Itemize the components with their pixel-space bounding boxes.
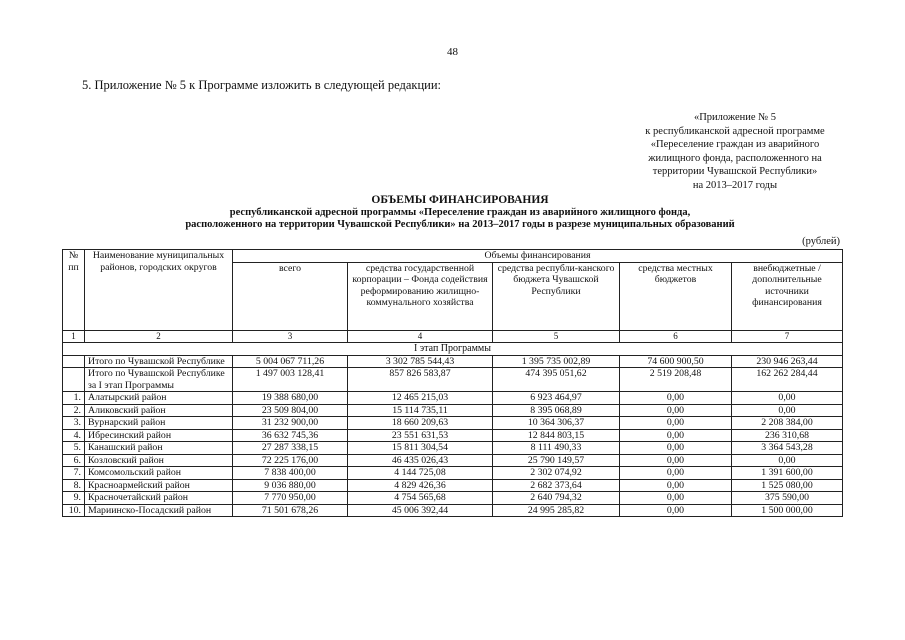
row-value: 0,00	[620, 417, 732, 430]
header-col-fund: средства государственной корпорации – Фонда содействия реформированию жилищно-коммунального хозяйства	[348, 262, 493, 330]
total-row	[63, 368, 843, 392]
row-value: 25 790 149,57	[493, 454, 620, 467]
row-value: 7 770 950,00	[233, 492, 348, 505]
row-value: 0,00	[620, 454, 732, 467]
total-value: 230 946 263,44	[732, 355, 843, 368]
col-number: 5	[493, 330, 620, 343]
district-name: Алатырский район	[85, 392, 233, 405]
total-value: 162 262 284,44	[732, 368, 843, 392]
row-value: 12 844 803,15	[493, 429, 620, 442]
appendix-line: жилищного фонда, расположенного на	[648, 152, 822, 164]
row-value: 8 111 490,33	[493, 442, 620, 455]
table-row	[63, 479, 843, 492]
row-value: 15 114 735,11	[348, 404, 493, 417]
total-num-cell	[63, 355, 85, 368]
table-row	[63, 417, 843, 430]
row-value: 0,00	[620, 492, 732, 505]
row-value: 2 208 384,00	[732, 417, 843, 430]
table-row	[63, 442, 843, 455]
row-value: 375 590,00	[732, 492, 843, 505]
row-number: 10.	[63, 504, 85, 517]
district-name: Красночетайский район	[85, 492, 233, 505]
row-value: 71 501 678,26	[233, 504, 348, 517]
row-value: 0,00	[732, 392, 843, 405]
row-number: 3.	[63, 417, 85, 430]
header-name: Наименование муниципальных районов, городских округов	[85, 250, 233, 331]
page-number: 48	[447, 46, 458, 58]
row-number: 4.	[63, 429, 85, 442]
table-row	[63, 404, 843, 417]
row-value: 236 310,68	[732, 429, 843, 442]
district-name: Канашский район	[85, 442, 233, 455]
appendix-line: «Приложение № 5	[693, 112, 777, 123]
district-name: Вурнарский район	[85, 417, 233, 430]
row-value: 0,00	[620, 404, 732, 417]
district-name: Козловский район	[85, 454, 233, 467]
row-value: 2 302 074,92	[493, 467, 620, 480]
row-number: 7.	[63, 467, 85, 480]
row-value: 2 640 794,32	[493, 492, 620, 505]
stage-label: I этап Программы	[63, 343, 843, 356]
intro-text: 5. Приложение № 5 к Программе изложить в следующей редакции:	[82, 78, 441, 92]
row-value: 15 811 304,54	[348, 442, 493, 455]
row-value: 0,00	[620, 467, 732, 480]
header-col-total: всего	[233, 262, 348, 330]
total-value: 857 826 583,87	[348, 368, 493, 392]
col-number: 2	[85, 330, 233, 343]
total-value: 2 519 208,48	[620, 368, 732, 392]
row-value: 23 551 631,53	[348, 429, 493, 442]
row-value: 24 995 285,82	[493, 504, 620, 517]
row-value: 0,00	[732, 454, 843, 467]
row-number: 8.	[63, 479, 85, 492]
total-value: 74 600 900,50	[620, 355, 732, 368]
row-value: 8 395 068,89	[493, 404, 620, 417]
total-value: 1 395 735 002,89	[493, 355, 620, 368]
table-header-row	[63, 250, 843, 263]
row-value: 27 287 338,15	[233, 442, 348, 455]
header-num: № пп	[63, 250, 85, 331]
district-name: Мариинско-Посадский район	[85, 504, 233, 517]
total-value: 474 395 051,62	[493, 368, 620, 392]
row-value: 36 632 745,36	[233, 429, 348, 442]
title-line-1: ОБЪЕМЫ ФИНАНСИРОВАНИЯ	[371, 194, 549, 206]
appendix-line: «Переселение граждан из аварийного	[650, 139, 820, 150]
table-row	[63, 454, 843, 467]
district-name: Ибресинский район	[85, 429, 233, 442]
total-value: 1 497 003 128,41	[233, 368, 348, 392]
header-col-republic: средства республи-канского бюджета Чувашской Республики	[493, 262, 620, 330]
row-value: 0,00	[732, 404, 843, 417]
total-label: Итого по Чувашской Республике	[85, 355, 233, 368]
row-number: 6.	[63, 454, 85, 467]
appendix-line: территории Чувашской Республики»	[652, 166, 818, 177]
stage-row	[63, 343, 843, 356]
row-value: 0,00	[620, 504, 732, 517]
appendix-line: на 2013–2017 годы	[692, 179, 778, 191]
total-row	[63, 355, 843, 368]
col-number: 1	[63, 330, 85, 343]
total-value: 5 004 067 711,26	[233, 355, 348, 368]
row-number: 9.	[63, 492, 85, 505]
title-line-3: расположенного на территории Чувашской Республики» на 2013–2017 годы в разрезе муниципальных образований	[185, 219, 735, 230]
appendix-line: к республиканской адресной программе	[645, 125, 825, 137]
total-value: 3 302 785 544,43	[348, 355, 493, 368]
row-value: 10 364 306,37	[493, 417, 620, 430]
row-value: 18 660 209,63	[348, 417, 493, 430]
table-row	[63, 429, 843, 442]
table-row	[63, 504, 843, 517]
row-value: 9 036 880,00	[233, 479, 348, 492]
total-num-cell	[63, 368, 85, 392]
row-number: 1.	[63, 392, 85, 405]
row-number: 5.	[63, 442, 85, 455]
currency-note: (рублей)	[802, 236, 840, 247]
row-value: 23 509 804,00	[233, 404, 348, 417]
header-col-extra: внебюджетные / дополнительные источники финансирования	[732, 262, 843, 330]
row-value: 6 923 464,97	[493, 392, 620, 405]
header-group: Объемы финансирования	[233, 250, 843, 263]
title-line-2: республиканской адресной программы «Переселение граждан из аварийного жилищного фонда,	[229, 206, 691, 218]
row-value: 31 232 900,00	[233, 417, 348, 430]
row-value: 45 006 392,44	[348, 504, 493, 517]
row-number: 2.	[63, 404, 85, 417]
districts-section	[63, 392, 843, 517]
totals-section	[63, 355, 843, 392]
row-value: 72 225 176,00	[233, 454, 348, 467]
row-value: 0,00	[620, 429, 732, 442]
total-label: Итого по Чувашской Республике за I этап Программы	[85, 368, 233, 392]
row-value: 2 682 373,64	[493, 479, 620, 492]
column-number-row	[63, 330, 843, 343]
header-col-local: средства местных бюджетов	[620, 262, 732, 330]
row-value: 3 364 543,28	[732, 442, 843, 455]
financing-table	[62, 249, 843, 517]
district-name: Комсомольский район	[85, 467, 233, 480]
table-row	[63, 492, 843, 505]
row-value: 0,00	[620, 392, 732, 405]
row-value: 0,00	[620, 479, 732, 492]
row-value: 4 829 426,36	[348, 479, 493, 492]
row-value: 7 838 400,00	[233, 467, 348, 480]
row-value: 1 525 080,00	[732, 479, 843, 492]
appendix-note	[620, 111, 850, 192]
row-value: 1 500 000,00	[732, 504, 843, 517]
col-number: 6	[620, 330, 732, 343]
row-value: 0,00	[620, 442, 732, 455]
col-number: 4	[348, 330, 493, 343]
row-value: 19 388 680,00	[233, 392, 348, 405]
district-name: Аликовский район	[85, 404, 233, 417]
table-row	[63, 467, 843, 480]
row-value: 12 465 215,03	[348, 392, 493, 405]
row-value: 46 435 026,43	[348, 454, 493, 467]
col-number: 3	[233, 330, 348, 343]
row-value: 1 391 600,00	[732, 467, 843, 480]
row-value: 4 144 725,08	[348, 467, 493, 480]
row-value: 4 754 565,68	[348, 492, 493, 505]
document-title	[60, 194, 860, 232]
col-number: 7	[732, 330, 843, 343]
table-row	[63, 392, 843, 405]
district-name: Красноармейский район	[85, 479, 233, 492]
